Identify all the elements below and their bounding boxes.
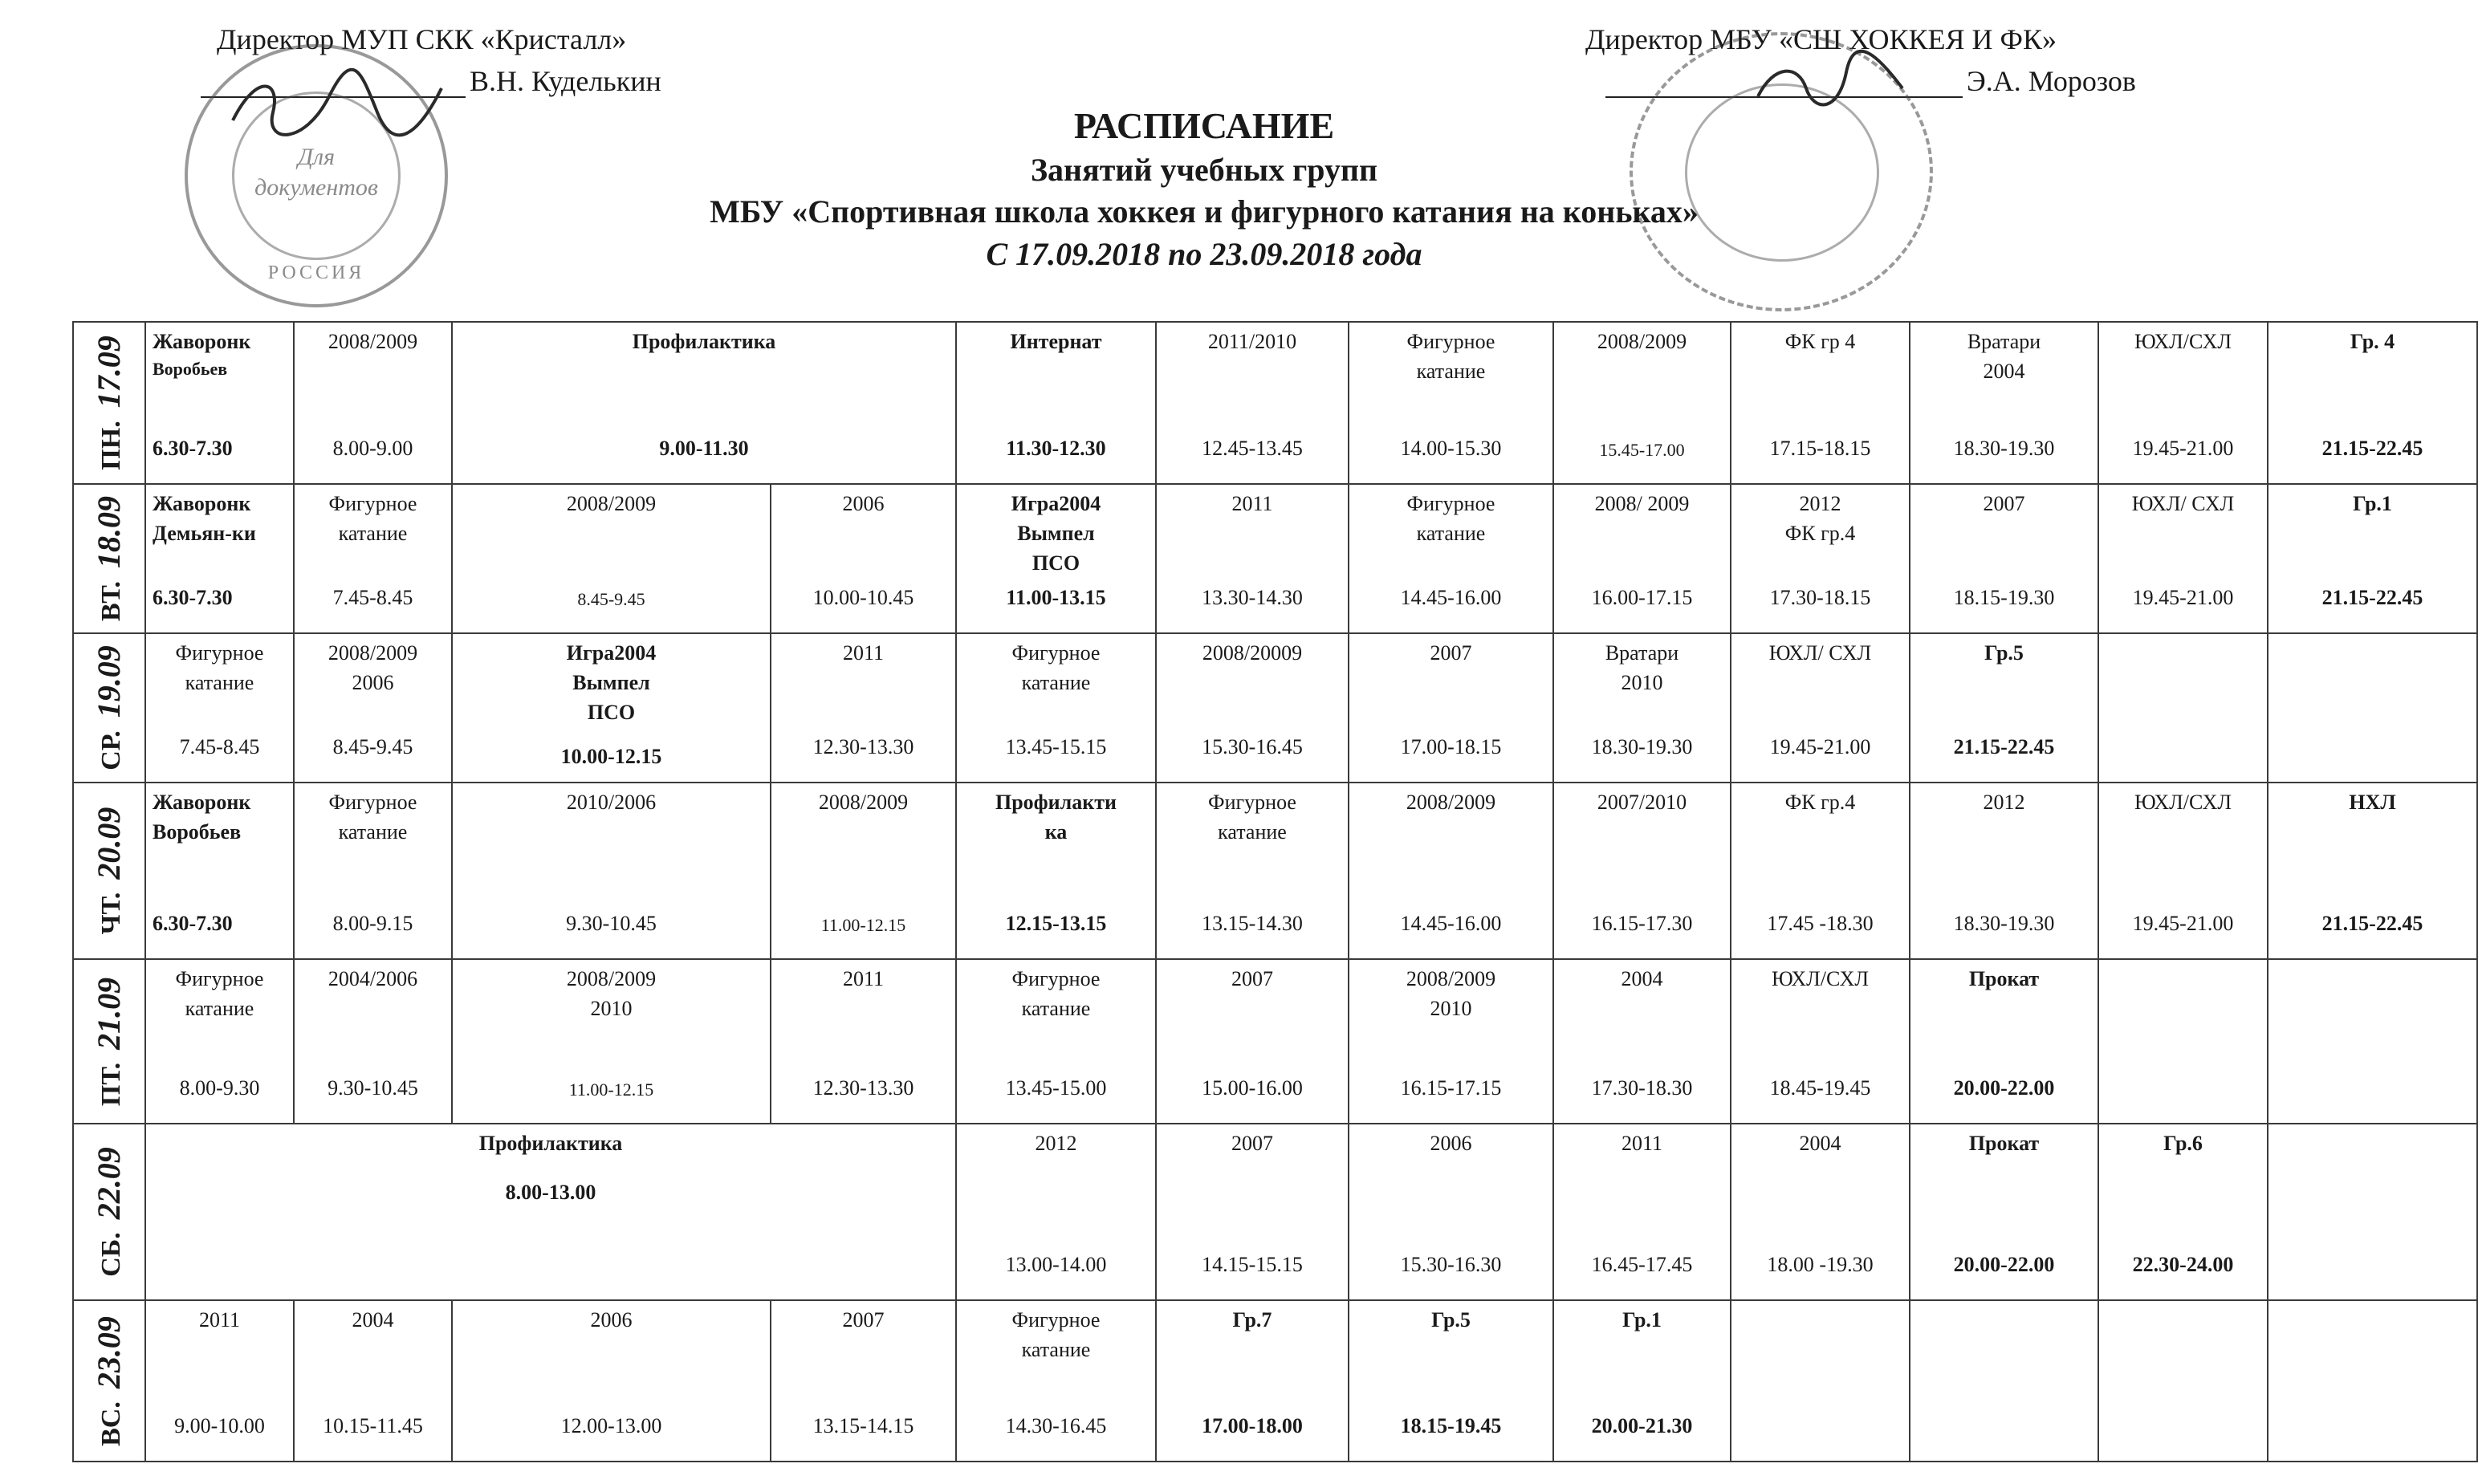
schedule-cell: 2008/2009 14.45-16.00 (1349, 783, 1553, 959)
schedule-cell: 2007 14.15-15.15 (1156, 1124, 1349, 1300)
schedule-cell: 2004 17.30-18.30 (1553, 959, 1731, 1124)
schedule-cell: Прокат 20.00-22.00 (1910, 1124, 2098, 1300)
schedule-cell: ЮХЛ/СХЛ 19.45-21.00 (2098, 783, 2268, 959)
day-cell: СР.19.09 (73, 633, 145, 783)
schedule-cell: Фигурное катание 7.45-8.45 (294, 484, 452, 633)
schedule-cell-empty (1731, 1300, 1910, 1462)
schedule-cell: Гр. 4 21.15-22.45 (2268, 322, 2477, 484)
schedule-cell: Игра2004 Вымпел ПСО 11.00-13.15 (956, 484, 1156, 633)
schedule-cell: 2007 15.00-16.00 (1156, 959, 1349, 1124)
schedule-cell: Фигурное катание 13.15-14.30 (1156, 783, 1349, 959)
schedule-cell-empty (2268, 959, 2477, 1124)
schedule-cell: 2008/2009 2006 8.45-9.45 (294, 633, 452, 783)
schedule-cell: Гр.1 21.15-22.45 (2268, 484, 2477, 633)
schedule-cell: 2007/2010 16.15-17.30 (1553, 783, 1731, 959)
schedule-cell: Гр.1 20.00-21.30 (1553, 1300, 1731, 1462)
document-subtitle: Занятий учебных групп (1030, 152, 1378, 188)
schedule-cell: 2004 10.15-11.45 (294, 1300, 452, 1462)
schedule-cell: 2008/ 2009 16.00-17.15 (1553, 484, 1731, 633)
schedule-cell: Профилактика 9.00-11.30 (452, 322, 956, 484)
schedule-cell: 2011 12.30-13.30 (771, 633, 956, 783)
schedule-cell: 2006 15.30-16.30 (1349, 1124, 1553, 1300)
schedule-cell: ЮХЛ/СХЛ 18.45-19.45 (1731, 959, 1910, 1124)
schedule-cell: 2008/2009 15.45-17.00 (1553, 322, 1731, 484)
schedule-row-friday (73, 959, 2477, 1124)
schedule-cell: 2004/2006 9.30-10.45 (294, 959, 452, 1124)
schedule-cell: 2008/20009 15.30-16.45 (1156, 633, 1349, 783)
schedule-cell: Вратари 2010 18.30-19.30 (1553, 633, 1731, 783)
schedule-cell: Игра2004 Вымпел ПСО 10.00-12.15 (452, 633, 771, 783)
schedule-cell: Фигурное катание 14.30-16.45 (956, 1300, 1156, 1462)
left-director-title: Директор МУП СКК «Кристалл» (217, 23, 627, 55)
schedule-cell-empty (2098, 1300, 2268, 1462)
left-director-name: В.Н. Куделькин (470, 65, 661, 97)
schedule-cell-empty (2098, 633, 2268, 783)
schedule-cell: Фигурное катание 14.45-16.00 (1349, 484, 1553, 633)
schedule-cell-empty (2098, 959, 2268, 1124)
right-director-name: Э.А. Морозов (1967, 65, 2136, 97)
schedule-cell: Жаворонк Воробьев 6.30-7.30 (145, 783, 294, 959)
schedule-row-thursday (73, 783, 2477, 959)
schedule-cell: Фигурное катание 8.00-9.30 (145, 959, 294, 1124)
schedule-cell: Профилактика 8.00-13.00 (145, 1124, 956, 1300)
schedule-cell: 2007 17.00-18.15 (1349, 633, 1553, 783)
schedule-cell: 2007 13.15-14.15 (771, 1300, 956, 1462)
schedule-cell: 2011 9.00-10.00 (145, 1300, 294, 1462)
schedule-cell: 2008/2009 2010 11.00-12.15 (452, 959, 771, 1124)
stamp-text-country: РОССИЯ (267, 262, 365, 283)
day-cell: ВС.23.09 (73, 1300, 145, 1462)
schedule-cell: ЮХЛ/СХЛ 19.45-21.00 (2098, 322, 2268, 484)
schedule-cell: Вратари 2004 18.30-19.30 (1910, 322, 2098, 484)
stamp-text-line1: Для (297, 144, 336, 170)
schedule-row-tuesday (73, 484, 2477, 633)
stamp-text-line2: документов (254, 174, 378, 201)
schedule-cell: 2011/2010 12.45-13.45 (1156, 322, 1349, 484)
schedule-cell: Фигурное катание 14.00-15.30 (1349, 322, 1553, 484)
schedule-cell: Фигурное катание 7.45-8.45 (145, 633, 294, 783)
schedule-cell: 2008/2009 11.00-12.15 (771, 783, 956, 959)
schedule-cell: 2011 16.45-17.45 (1553, 1124, 1731, 1300)
schedule-cell: 2007 18.15-19.30 (1910, 484, 2098, 633)
schedule-cell: 2004 18.00 -19.30 (1731, 1124, 1910, 1300)
schedule-cell: Интернат 11.30-12.30 (956, 322, 1156, 484)
day-cell: СБ.22.09 (73, 1124, 145, 1300)
schedule-row-saturday (73, 1124, 2477, 1300)
day-cell: ЧТ.20.09 (73, 783, 145, 959)
schedule-cell: Профилакти ка 12.15-13.15 (956, 783, 1156, 959)
schedule-period: С 17.09.2018 по 23.09.2018 года (986, 236, 1422, 272)
schedule-cell: Фигурное катание 13.45-15.15 (956, 633, 1156, 783)
schedule-row-sunday (73, 1300, 2477, 1462)
schedule-cell-empty (2268, 1124, 2477, 1300)
schedule-cell: 2006 12.00-13.00 (452, 1300, 771, 1462)
right-director-title: Директор МБУ «СШ ХОККЕЯ И ФК» (1585, 23, 2057, 55)
schedule-cell: 2008/2009 8.00-9.00 (294, 322, 452, 484)
schedule-cell: ФК гр 4 17.15-18.15 (1731, 322, 1910, 484)
schedule-cell: ФК гр.4 17.45 -18.30 (1731, 783, 1910, 959)
schedule-cell: Жаворонк Воробьев 6.30-7.30 (145, 322, 294, 484)
schedule-cell: 2012 13.00-14.00 (956, 1124, 1156, 1300)
schedule-cell: 2006 10.00-10.45 (771, 484, 956, 633)
organization-name: МБУ «Спортивная школа хоккея и фигурного катания на коньках» (710, 193, 1699, 230)
schedule-cell: Фигурное катание 13.45-15.00 (956, 959, 1156, 1124)
day-cell: ПТ.21.09 (73, 959, 145, 1124)
schedule-cell: 2010/2006 9.30-10.45 (452, 783, 771, 959)
schedule-cell: Гр.5 18.15-19.45 (1349, 1300, 1553, 1462)
schedule-cell: 2008/2009 2010 16.15-17.15 (1349, 959, 1553, 1124)
schedule-cell: 2012 ФК гр.4 17.30-18.15 (1731, 484, 1910, 633)
schedule-cell-empty (2268, 633, 2477, 783)
schedule-cell: 2008/2009 8.45-9.45 (452, 484, 771, 633)
schedule-cell: ЮХЛ/ СХЛ 19.45-21.00 (2098, 484, 2268, 633)
schedule-table (72, 321, 2478, 1462)
schedule-cell: Жаворонк Демьян-ки 6.30-7.30 (145, 484, 294, 633)
schedule-cell-empty (2268, 1300, 2477, 1462)
schedule-cell: Фигурное катание 8.00-9.15 (294, 783, 452, 959)
schedule-cell: 2012 18.30-19.30 (1910, 783, 2098, 959)
schedule-cell: ЮХЛ/ СХЛ 19.45-21.00 (1731, 633, 1910, 783)
schedule-cell: Гр.6 22.30-24.00 (2098, 1124, 2268, 1300)
schedule-cell: Прокат 20.00-22.00 (1910, 959, 2098, 1124)
schedule-cell: 2011 12.30-13.30 (771, 959, 956, 1124)
schedule-cell: 2011 13.30-14.30 (1156, 484, 1349, 633)
schedule-row-wednesday (73, 633, 2477, 783)
schedule-cell: НХЛ 21.15-22.45 (2268, 783, 2477, 959)
document-title: РАСПИСАНИЕ (1073, 105, 1335, 146)
schedule-cell: Гр.5 21.15-22.45 (1910, 633, 2098, 783)
day-cell: ПН.17.09 (73, 322, 145, 484)
day-cell: ВТ.18.09 (73, 484, 145, 633)
schedule-row-monday (73, 322, 2477, 484)
schedule-cell: Гр.7 17.00-18.00 (1156, 1300, 1349, 1462)
schedule-cell-empty (1910, 1300, 2098, 1462)
